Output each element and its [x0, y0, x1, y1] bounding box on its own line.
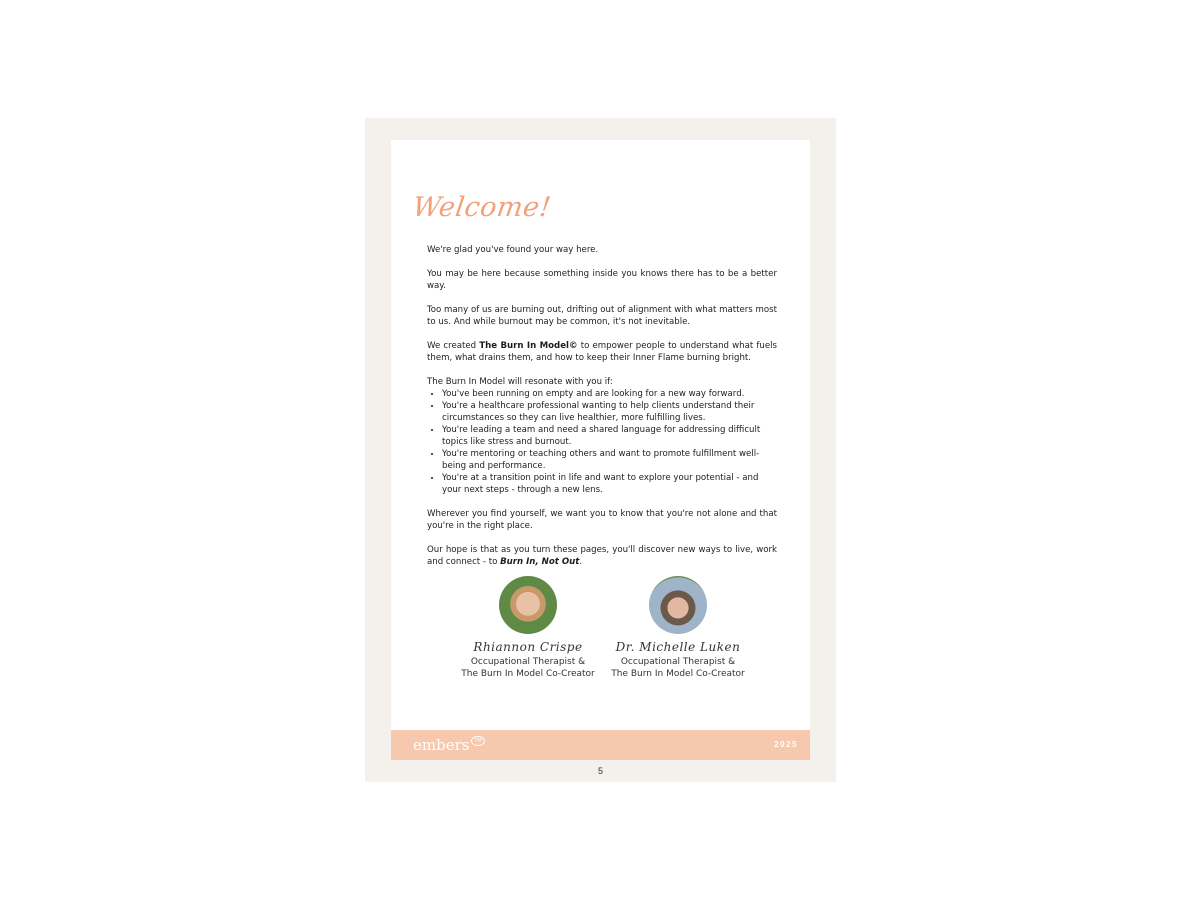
- paragraph: Wherever you find yourself, we want you to know that you're not alone and that you're in the right place.: [427, 509, 777, 531]
- paragraph: You may be here because something inside you knows there has to be a better way.: [427, 269, 777, 291]
- body-content: [427, 244, 777, 580]
- embers-logo: [413, 736, 485, 754]
- signature: Dr. Michelle Luken: [615, 640, 741, 654]
- paragraph-text: to empower people to understand what fuels them, what drains them, and how to keep their Inner Flame burning bright.: [427, 341, 777, 363]
- author-role: Occupational Therapist &: [620, 657, 736, 667]
- paragraph-text: .: [579, 557, 583, 567]
- avatar: [649, 576, 707, 634]
- list-item: • You're mentoring or teaching others and want to promote fulfillment well-being and performance.: [442, 448, 777, 472]
- model-name: The Burn In Model©: [479, 341, 578, 351]
- logo-text: embers: [413, 736, 470, 754]
- footer-band: [391, 730, 810, 760]
- document-page: [391, 140, 810, 760]
- bullet-list: [427, 388, 777, 496]
- paragraph: Too many of us are burning out, drifting out of alignment with what matters most to us. And while burnout may be common, it's not inevitable.: [427, 305, 777, 327]
- trademark-badge: TM: [471, 736, 484, 746]
- list-item: • You're leading a team and need a shared language for addressing difficult topics like stress and burnout.: [442, 424, 777, 448]
- welcome-heading: Welcome!: [410, 192, 554, 223]
- paragraph: We're glad you've found your way here.: [427, 245, 599, 255]
- paragraph-text: We created: [427, 341, 480, 351]
- footer-year: 2025: [774, 740, 798, 749]
- list-item: • You're a healthcare professional wanting to help clients understand their circumstances so they can live healthier, more fulfilling lives.: [442, 400, 777, 424]
- list-item: • You've been running on empty and are looking for a new way forward.: [442, 388, 777, 400]
- signature: Rhiannon Crispe: [473, 640, 583, 654]
- paragraph: [427, 340, 777, 364]
- list-item: • You're at a transition point in life and want to explore your potential - and your next steps - through a new lens.: [442, 472, 777, 496]
- authors: [391, 576, 810, 696]
- page-frame: [365, 118, 836, 782]
- page-number: 5: [597, 766, 603, 776]
- tagline: Burn In, Not Out: [500, 557, 580, 567]
- paragraph: [427, 544, 777, 568]
- avatar: [499, 576, 557, 634]
- author-role: The Burn In Model Co-Creator: [611, 669, 745, 679]
- author-role: Occupational Therapist &: [470, 657, 586, 667]
- paragraph-text: Our hope is that as you turn these pages, you'll discover new ways to live, work and connect - to: [427, 545, 777, 567]
- author-card: [603, 576, 753, 680]
- author-card: [453, 576, 603, 680]
- author-role: The Burn In Model Co-Creator: [461, 669, 595, 679]
- paragraph: The Burn In Model will resonate with you if:: [427, 377, 613, 387]
